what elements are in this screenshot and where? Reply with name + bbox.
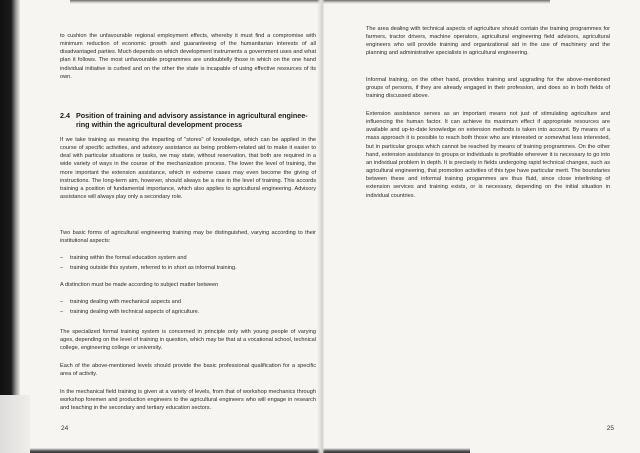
paragraph: Informal training, on the other hand, provides training and upgrading for the above-mentioned groups of persons, if they are already engaged in their profession, and does so in both fields of training discussed above.	[366, 77, 610, 100]
right-page	[366, 0, 614, 453]
book-gutter	[317, 0, 325, 453]
section-heading	[60, 111, 316, 129]
section-number: 2.4	[60, 111, 70, 120]
paragraph: Extension assistance serves as an important means not just of stimulating agriculture and influencing the human factor. It can achieve its maximum effect if appropriate resources are available and up-to-date knowledge on extension methods is taken into account. By means of a mass approach it is possible to reach both those who are interested or somewhat less interested, but in particular groups which cannot be reached by means of training programmes. On the other hand, extension assistance to groups or individuals is profitable wherever it is necessary to go into an individual problem in depth. It is precisely in fields undergoing rapid technical changes, such as agricultural engineering, that promotion activities of this type have particular merit. The boundaries between these and informal training progammes are thus fluid, since close interlinking of extension services and training exists, or is necessary, depending on the initial situation in individual countries.	[366, 111, 610, 199]
page-curl	[0, 395, 30, 453]
paragraph: Two basic forms of agricultural engineering training may be distinguished, varying according to their institutional aspects:	[60, 230, 316, 245]
gutter-line	[322, 0, 323, 453]
list-item: – training dealing with mechanical aspects and	[60, 299, 182, 305]
list-item: – training within the formal education system and	[60, 255, 187, 261]
page-number-right: 25	[606, 425, 614, 432]
paragraph: In the mechanical field training is given at a variety of levels, from that of workshop mechanics through workshop foremen and production engineers to the agricultural engineers who will engage in research and teaching in the secondary and tertiary education sectors.	[60, 389, 316, 412]
paragraph: The specialized formal training system is concerned in principle only with young people of varying ages, depending on the level of training in question, which may be that at a vocational school, technical college, engineering college or university.	[60, 329, 316, 352]
left-page	[60, 0, 316, 453]
paragraph: A distinction must be made according to subject matter between	[60, 282, 219, 288]
paragraph: Each of the above-mentioned levels should provide the basic professional qualification for a specific area of activity.	[60, 363, 316, 378]
intro-paragraph: to cushion the unfavourable regional employment effects, whereby it must find a compromise with minimum reduction of economic growth and guaranteeing of the humanitarian interests of all disadvantaged parties. Much depends on which development instruments a government uses and what plan it follows. The most unfavourable programmes are undoubtelly those in which on the one hand individual initiative is curbed and on the other the state is incapable of using effective resources of its own.	[60, 33, 316, 80]
section-title-line1: Position of training and advisory assistance in agricultural enginee-	[76, 111, 308, 120]
subject-matter-list	[60, 298, 316, 316]
list-item: – training dealing with technical aspects of agriculture.	[60, 309, 200, 316]
paragraph: If we take training as meaning the imparting of "stores" of knowledge, which can be applied in the course of specific activities, and advisory assistance as being problem-related aid to make it easier to deal with particular situations or tasks, we may state, without reservation, that both are required in a wide variety of ways in the course of the mechanization process. The lower the level of training, the more important the extension assistance, which in extreme cases may even become the giving of instructions. The long-term aim, however, should always be a rise in the level of training. This accords training a position of fundamental importance, which also applies to agricultural engineering. Advisory assistance will always play only a secondary role.	[60, 137, 316, 201]
paragraph: The area dealing with technical aspects of agriculture should contain the training programmes for farmers, tractor drivers, machine operators, agricultural engineering field advisors, agricultural engineers who will provide training and organizational aid in the use of machinery and the planning and administrative specialists in agricultural engineering.	[366, 26, 610, 57]
list-item: – training outside this system, referred to in short as informal training.	[60, 265, 237, 272]
institutional-forms-list	[60, 254, 316, 272]
left-scan-edge	[0, 0, 20, 453]
page-number-left: 24	[61, 425, 69, 432]
section-title-line2: ring within the agricultural development process	[76, 120, 243, 129]
